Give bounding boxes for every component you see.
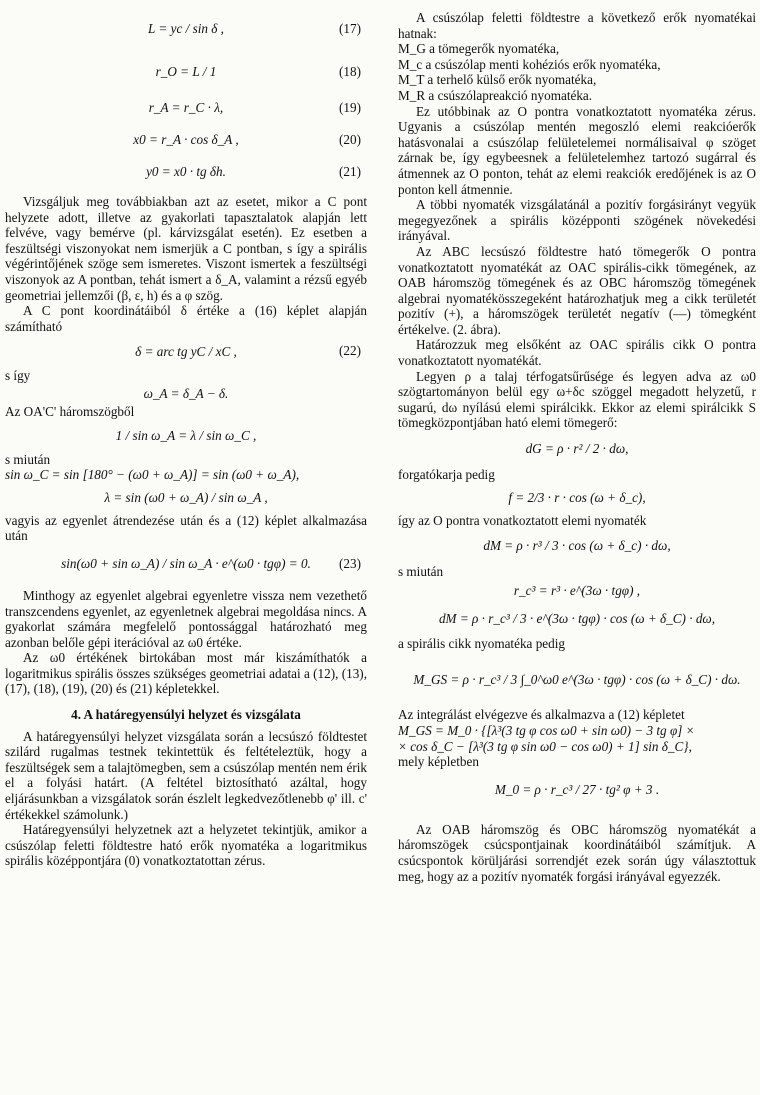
equation-19-body: r_A = r_C · λ,: [148, 100, 224, 116]
equation-21-number: (21): [339, 164, 361, 180]
equation-20-body: x0 = r_A · cos δ_A ,: [133, 132, 239, 148]
equation-19-number: (19): [339, 100, 361, 116]
equation-dM2: [398, 602, 756, 636]
paragraph: Vizsgáljuk meg továbbiakban azt az esetet, mikor a C pont helyzete adott, illetve az gyakorlati tapasztalatok alapján lett felvéve, vagy bemérve (pl. kárvizsgálat esetén). Ez esetben a feszültségi viszonyokat nem ismerjük a C pontban, s így a spirális végérintőjének szöge sem ismeretes. Viszont ismertek a feszültségi viszonyok az A pontban, tehát ismert a δ_A, valamint a rézsű egyéb geometriai jellemzői (β, ε, h) és a φ szög.: [5, 194, 367, 303]
equation-MGS2-line2: × cos δ_C − [λ³(3 tg φ sin ω0 − cos ω0) + 1] sin δ_C},: [398, 738, 692, 754]
equation-21: [5, 160, 367, 184]
equation-23: [5, 544, 367, 584]
equation-ratio: [5, 420, 367, 452]
paragraph: Legyen ρ a talaj térfogatsűrűsége és legyen adva az ω0 szögtartományon belül egy ω+δc szöggel megadott helyzetű, r sugarú, dω nyílású elemi spirálcikk. Ekkor az elemi spirálcikk S tömegközpontjában ható elemi tömegerő:: [398, 368, 756, 431]
equation-23-number: (23): [339, 556, 361, 572]
equation-20-number: (20): [339, 132, 361, 148]
paragraph: Határegyensúlyi helyzetnek azt a helyzetet tekintjük, amikor a csúszólap feletti földtestre ható erők nyomatéka a logaritmikus spirális középpontjára (0) vonatkoztatottan zérus.: [5, 822, 367, 869]
equation-18: [5, 54, 367, 90]
paragraph: Határozzuk meg elsőként az OAC spirális cikk O pontra vonatkoztatott nyomatékát.: [398, 337, 756, 369]
equation-r3: [398, 580, 756, 602]
equation-dG: [398, 431, 756, 467]
text-line: mely képletben: [398, 754, 479, 770]
section-heading: 4. A határegyensúlyi helyzet és vizsgálata: [71, 707, 301, 723]
equation-18-number: (18): [339, 64, 361, 80]
equation-lambda: [5, 483, 367, 513]
paragraph: Ez utóbbinak az O pontra vonatkoztatott nyomatéka zérus. Ugyanis a csúszólap mentén megoszló elemi reakcióerők hatásvonalai a csúszólap felületelemei normálisaival φ szöget zárnak be, így egybeesnek a felületelemhez tartozó sugárral és átmennek az O ponton, tehát az elemi reakciók eredőjének is az O ponton kell átmennie.: [398, 103, 756, 197]
force-list-item: M_c a csúszólap menti kohéziós erők nyomatéka,: [398, 56, 661, 72]
equation-17-number: (17): [339, 21, 361, 37]
text-line: Az OA'C' háromszögből: [5, 403, 135, 419]
equation-MGS: [398, 651, 756, 707]
equation-sin-wc: sin ω_C = sin [180° − (ω0 + ω_A)] = sin (ω0 + ω_A),: [5, 467, 300, 483]
text-line: s így: [5, 368, 31, 384]
equation-M0: [398, 770, 756, 810]
equation-19: [5, 96, 367, 120]
paragraph: A többi nyomaték vizsgálatánál a pozitív forgásirányt vegyük megegyezőnek a spirális középponti szögének növekedési irányával.: [398, 197, 756, 244]
force-list-item: M_R a csúszólapreakció nyomatéka.: [398, 87, 593, 103]
text-line: így az O pontra vonatkoztatott elemi nyomaték: [398, 512, 647, 528]
equation-22-body: δ = arc tg yC / xC ,: [135, 343, 237, 359]
text-line: forgatókarja pedig: [398, 467, 495, 483]
equation-omega-a: [5, 384, 367, 404]
equation-M0-body: M_0 = ρ · r_c³ / 27 · tg² φ + 3 .: [494, 781, 660, 797]
equation-22: [5, 334, 367, 368]
equation-r3-body: r_c³ = r³ · e^(3ω · tgφ) ,: [513, 583, 641, 599]
equation-21-body: y0 = x0 · tg δh.: [146, 164, 226, 180]
equation-lambda-body: λ = sin (ω0 + ω_A) / sin ω_A ,: [104, 489, 268, 505]
text-line: s miután: [5, 451, 51, 467]
paragraph: Minthogy az egyenlet algebrai egyenletre vissza nem vezethető transzcendens egyenlet, az egyenletnek algebrai megoldása nincs. A gyakorlat számára megfelelő pontossággal határozható meg azonban belőle gépi iterációval az ω0 értéke.: [5, 587, 367, 650]
equation-f: [398, 483, 756, 513]
equation-17: [5, 10, 367, 48]
equation-18-body: r_O = L / 1: [155, 64, 217, 80]
equation-dM2-body: dM = ρ · r_c³ / 3 · e^(3ω · tgφ) · cos (ω + δ_C) · dω,: [438, 611, 716, 627]
equation-omega-a-body: ω_A = δ_A − δ.: [143, 386, 229, 402]
equation-MGS-body: M_GS = ρ · r_c³ / 3 ∫_0^ω0 e^(3ω · tgφ) · cos (ω + δ_C) · dω.: [413, 671, 741, 687]
equation-ratio-body: 1 / sin ω_A = λ / sin ω_C ,: [115, 427, 257, 443]
equation-f-body: f = 2/3 · r · cos (ω + δ_c),: [508, 489, 646, 505]
paragraph: vagyis az egyenlet átrendezése után és a (12) képlet alkalmazása után: [5, 512, 367, 544]
paragraph: Az ABC lecsúszó földtestre ható tömegerők O pontra vonatkoztatott nyomatékát az OAC spirális-cikk tömegének, az OAB háromszög tömegének és az OBC háromszög tömegének algebrai nyomatékösszegeként határozhatjuk meg a cikk területét pozitív (+), a háromszögek területét negatív (—) tömegként értékelve. (2. ábra).: [398, 243, 756, 337]
equation-23-body: sin(ω0 + sin ω_A) / sin ω_A · e^(ω0 · tgφ) = 0.: [61, 556, 311, 572]
force-list-item: M_T a terhelő külső erők nyomatéka,: [398, 72, 597, 88]
paragraph: A csúszólap feletti földtestre a következő erők nyomatékai hatnak:: [398, 10, 756, 41]
paragraph: Az OAB háromszög és OBC háromszög nyomatékát a háromszögek csúcspontjainak koordinátáiból számítjuk. A csúcspontok körüljárási sorrendjét ezek során úgy választottuk meg, hogy az a pozitív nyomaték forgási irányával egyezzék.: [398, 821, 756, 884]
equation-dG-body: dG = ρ · r² / 2 · dω,: [525, 441, 629, 457]
text-line: s miután: [398, 564, 444, 580]
paragraph: A C pont koordinátáiból δ értéke a (16) képlet alapján számítható: [5, 303, 367, 334]
text-line: a spirális cikk nyomatéka pedig: [398, 635, 565, 651]
paragraph: Az ω0 értékének birtokában most már kiszámíthatók a logaritmikus spirális összes szükséges geometriai adatai a (12), (13), (17), (18), (19), (20) és (21) képletekkel.: [5, 650, 367, 697]
force-list-item: M_G a tömegerők nyomatéka,: [398, 41, 560, 57]
paragraph: A határegyensúlyi helyzet vizsgálata során a lecsúszó földtestet szilárd rugalmas testnek tekintettük és feltételeztük, hogy a feszültségek sem a talajtömegben, sem a csúszólap mentén nem érik el a folyási határt. (A feltétel biztosítható azáltal, hogy eljárásunkban a vizsgálatok során észlelt legkedvezőtlenebb φ' ill. c' értékekkel számolunk.): [5, 728, 367, 822]
equation-22-number: (22): [339, 343, 361, 359]
equation-dM-body: dM = ρ · r³ / 3 · cos (ω + δ_c) · dω,: [483, 538, 671, 554]
equation-20: [5, 128, 367, 152]
paragraph: Az integrálást elvégezve és alkalmazva a (12) képletet: [398, 707, 685, 723]
equation-dM: [398, 528, 756, 564]
equation-17-body: L = yc / sin δ ,: [148, 21, 224, 37]
right-column: [398, 10, 756, 884]
equation-MGS2-line1: M_GS = M_0 · {[λ³(3 tg φ cos ω0 + sin ω0) − 3 tg φ] ×: [398, 723, 695, 738]
left-column: [5, 10, 367, 869]
